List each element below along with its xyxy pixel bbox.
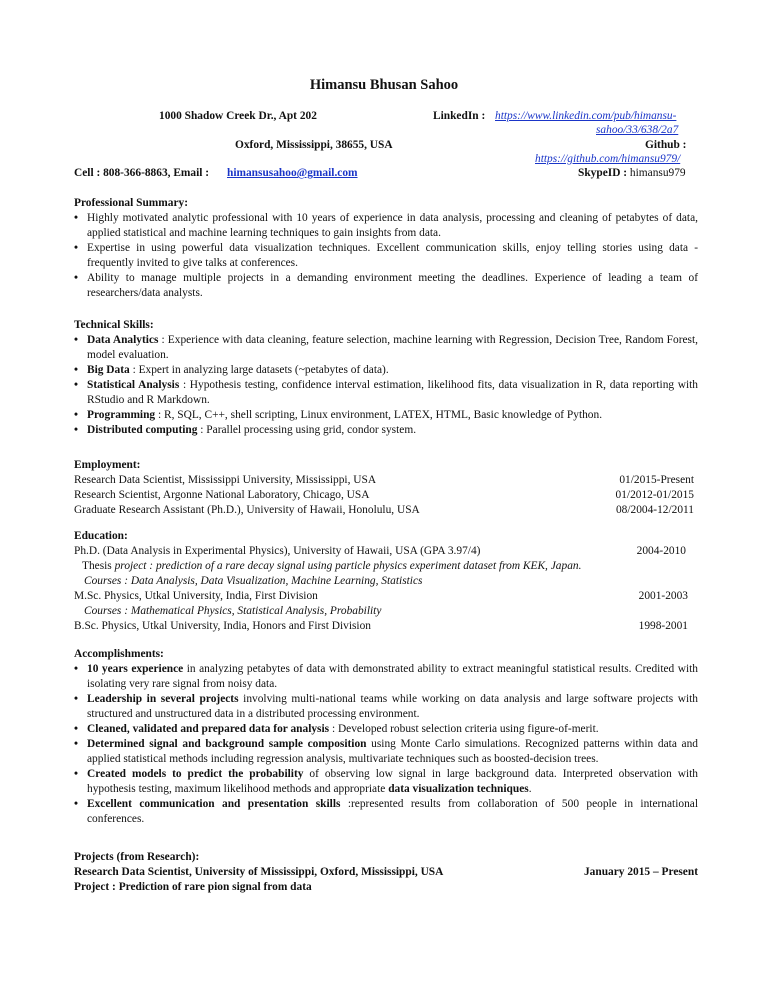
list-item: • Leadership in several projects involving multi-national teams while working on data analysis and large software projects with structured and unstructured data in a distributed processing environment. (74, 693, 698, 720)
skype-field (578, 166, 686, 181)
skype-label: SkypeID : (578, 167, 628, 179)
employment-row: Research Data Scientist, Mississippi University, Mississippi, USA 01/2015-Present (74, 474, 694, 486)
bullet-icon: • (74, 663, 78, 675)
linkedin-link-continued[interactable]: sahoo/33/638/2a7 (596, 124, 679, 136)
list-item: • Ability to manage multiple projects in a demanding environment meeting the deadlines. Experience of leading a team of researchers/data analysts. (74, 272, 698, 299)
linkedin-link[interactable]: https://www.linkedin.com/pub/himansu- (495, 110, 677, 122)
bullet-icon: • (74, 212, 78, 224)
project-employer-row: Research Data Scientist, University of Mississippi, Oxford, Mississippi, USA January 2015 – Present (74, 866, 698, 878)
employment-row: Graduate Research Assistant (Ph.D.), University of Hawaii, Honolulu, USA 08/2004-12/2011 (74, 504, 694, 516)
bullet-icon: • (74, 364, 78, 376)
address-line-1: 1000 Shadow Creek Dr., Apt 202 (159, 110, 317, 122)
cell-email-label: Cell : 808-366-8863, Email : (74, 167, 210, 179)
thesis-line: Thesis project : prediction of a rare decay signal using particle physics experiment dataset from KEK, Japan. (82, 560, 582, 572)
list-item: • Big Data : Expert in analyzing large datasets (~petabytes of data). (74, 364, 389, 376)
email-link[interactable]: himansusahoo@gmail.com (227, 167, 358, 179)
phd-courses: Courses : Data Analysis, Data Visualization, Machine Learning, Statistics (84, 575, 423, 587)
github-label: Github : (645, 139, 687, 151)
education-row-phd: Ph.D. (Data Analysis in Experimental Physics), University of Hawaii, USA (GPA 3.97/4) 2004-2010 (74, 545, 686, 557)
list-item: • Expertise in using powerful data visualization techniques. Excellent communication skills, enjoy telling stories using data - frequently invited to give talks at conferences. (74, 242, 698, 269)
section-title: Professional Summary: (74, 197, 189, 209)
list-item: • Determined signal and background sample composition using Monte Carlo simulations. Recognized patterns within data and applied statistical methods including regression analysis, multivariate techniques such as boosted-decision trees. (74, 738, 698, 765)
bullet-icon: • (74, 409, 78, 421)
technical-skills-section (74, 318, 698, 438)
bullet-icon: • (74, 768, 78, 780)
professional-summary-section (74, 196, 698, 301)
bullet-icon: • (74, 242, 78, 254)
bullet-icon: • (74, 723, 78, 735)
skype-value: himansu979 (629, 167, 686, 179)
employment-section (74, 458, 698, 518)
education-row-msc: M.Sc. Physics, Utkal University, India, First Division 2001-2003 (74, 590, 688, 602)
candidate-name: Himansu Bhusan Sahoo (309, 77, 459, 93)
bullet-icon: • (74, 424, 78, 436)
section-title: Accomplishments: (74, 648, 164, 660)
list-item: • Cleaned, validated and prepared data for analysis : Developed robust selection criteria using figure-of-merit. (74, 723, 599, 735)
bullet-icon: • (74, 334, 78, 346)
list-item: • Excellent communication and presentation skills :represented results from collaboration of 500 people in international conferences. (74, 798, 699, 825)
list-item: • Highly motivated analytic professional with 10 years of experience in data analysis, processing and cleaning of petabytes of data, applied statistical and machine learning techniques to gain insights from data. (74, 212, 698, 239)
employment-row: Research Scientist, Argonne National Laboratory, Chicago, USA 01/2012-01/2015 (74, 489, 694, 501)
bullet-icon: • (74, 379, 78, 391)
education-section (74, 529, 698, 634)
education-row-bsc: B.Sc. Physics, Utkal University, India, Honors and First Division 1998-2001 (74, 620, 688, 632)
msc-courses: Courses : Mathematical Physics, Statistical Analysis, Probability (84, 605, 382, 617)
bullet-icon: • (74, 738, 78, 750)
list-item: • Data Analytics : Experience with data cleaning, feature selection, machine learning with Regression, Decision Tree, Random Forest, model evaluation. (74, 334, 698, 361)
bullet-icon: • (74, 693, 78, 705)
bullet-icon: • (74, 798, 78, 810)
list-item: • Programming : R, SQL, C++, shell scripting, Linux environment, LATEX, HTML, Basic knowledge of Python. (74, 409, 603, 421)
section-title: Employment: (74, 459, 141, 471)
list-item: • 10 years experience in analyzing petabytes of data with demonstrated ability to extract meaningful statistical results. Credited with isolating very rare signal from noisy data. (74, 663, 698, 690)
list-item: • Distributed computing : Parallel processing using grid, condor system. (74, 424, 417, 436)
projects-section (74, 850, 698, 895)
accomplishments-section (74, 647, 698, 827)
bullet-icon: • (74, 272, 78, 284)
section-title: Projects (from Research): (74, 851, 200, 863)
address-line-2: Oxford, Mississippi, 38655, USA (235, 139, 393, 151)
list-item: • Statistical Analysis : Hypothesis testing, confidence interval estimation, likelihood fits, data visualization in R, data reporting with RStudio and R Markdown. (74, 379, 699, 406)
section-title: Education: (74, 530, 128, 542)
section-title: Technical Skills: (74, 319, 154, 331)
list-item: • Created models to predict the probability of observing low signal in large background data. Interpreted observation with hypothesis testing, maximum likelihood methods and appropriate data visualization techniques. (74, 768, 698, 795)
project-title: Project : Prediction of rare pion signal from data (74, 881, 312, 893)
github-link[interactable]: https://github.com/himansu979/ (535, 153, 681, 165)
linkedin-label: LinkedIn : (433, 110, 486, 122)
